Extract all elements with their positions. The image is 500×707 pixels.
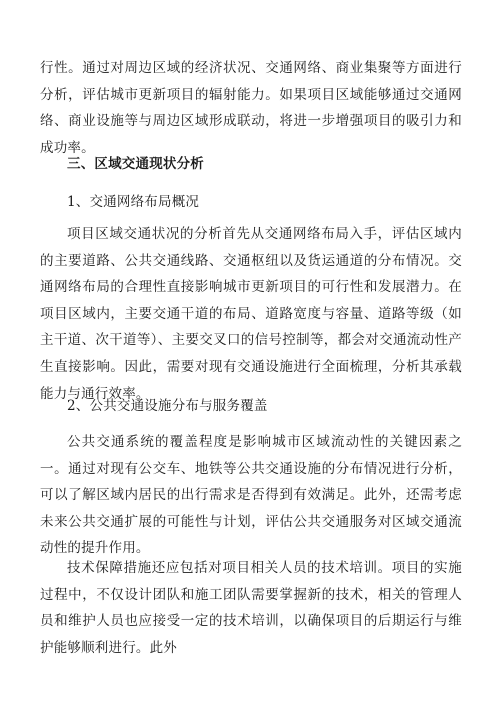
tech-paragraph: 技术保障措施还应包括对项目相关人员的技术培训。项目的实施过程中，不仅设计团队和施工团队需要掌握新的技术，相关的管理人员和维护人员也应接受一定的技术培训，以确保项目的后期运行与维护能够顺利进行。此外 — [40, 560, 462, 656]
section-heading: 三、区域交通现状分析 — [67, 156, 204, 172]
subsection-1-heading: 1、交通网络布局概况 — [67, 194, 200, 210]
intro-paragraph: 行性。通过对周边区域的经济状况、交通网络、商业集聚等方面进行分析，评估城市更新项目的辐射能力。如果项目区域能够通过交通网络、商业设施等与周边区域形成联动，将进一步增强项目的吸引力和成功率。 — [40, 60, 462, 156]
subsection-1-paragraph: 项目区域交通状况的分析首先从交通网络布局入手，评估区域内的主要道路、公共交通线路、交通枢纽以及货运通道的分布情况。交通网络布局的合理性直接影响城市更新项目的可行性和发展潜力。在项目区域内，主要交通干道的布局、道路宽度与容量、道路等级（如主干道、次干道等）、主要交叉口的信号控制等，都会对交通流动性产生直接影响。因此，需要对现有交通设施进行全面梳理，分析其承载能力与通行效率。 — [40, 226, 462, 402]
subsection-2-paragraph: 公共交通系统的覆盖程度是影响城市区域流动性的关键因素之一。通过对现有公交车、地铁等公共交通设施的分布情况进行分析，可以了解区域内居民的出行需求是否得到有效满足。此外，还需考虑未来公共交通扩展的可能性与计划，评估公共交通服务对区域交通流动性的提升作用。 — [40, 434, 462, 557]
subsection-2-heading: 2、公共交通设施分布与服务覆盖 — [67, 398, 268, 414]
